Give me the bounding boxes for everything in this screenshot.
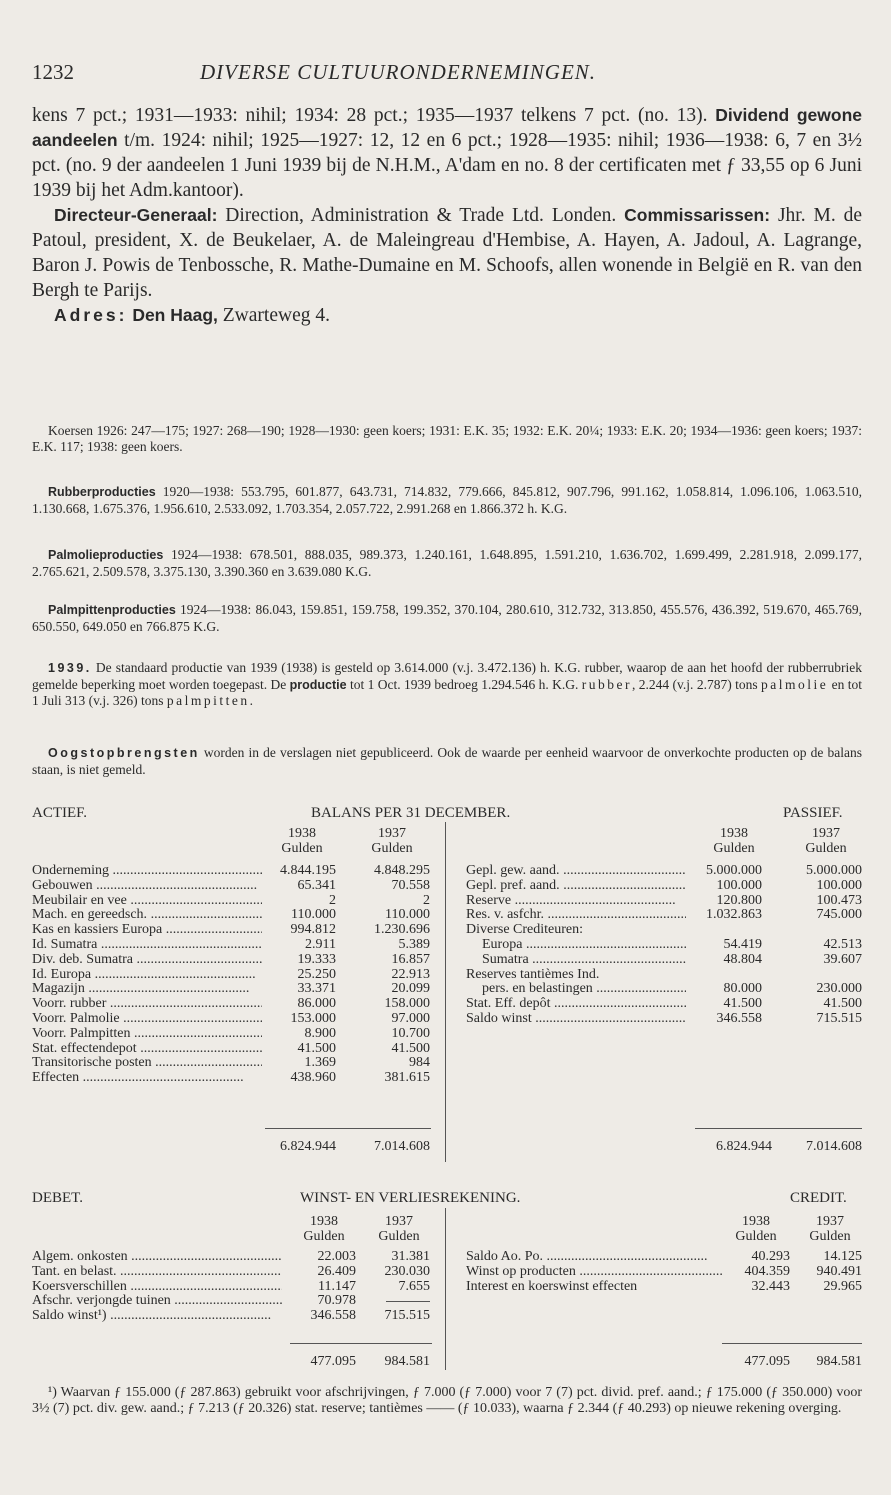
passief-row-value-1938: 1.032.863	[706, 907, 762, 923]
year-label: 1938	[742, 1214, 770, 1229]
total-value: 477.095	[744, 1354, 790, 1369]
pl-left-heading-1937	[366, 1215, 432, 1245]
palmoil-text: 1924—1938: 678.501, 888.035, 989.373, 1.240.161, 1.648.895, 1.591.210, 1.636.702, 1.699.499, 2.281.918, 2.099.177, 2.765.621, 2.509.578, 3.375.130, 3.390.360 en 3.639.080 K.G.	[32, 547, 862, 579]
passief-labels	[466, 864, 686, 1027]
credit-row-value-1938: 32.443	[751, 1278, 790, 1294]
director-text: Direction, Administration & Trade Ltd. Londen.	[217, 205, 625, 226]
actief-row-value-1938: 8.900	[304, 1025, 336, 1041]
passief-row-label: Reserves tantièmes Ind.	[466, 967, 600, 982]
debet-row-value-1937	[360, 1294, 430, 1309]
debet-row-label: Tant. en belast. .....	[32, 1265, 282, 1280]
debet-1938-values	[282, 1250, 356, 1324]
palmoil-label: Palmolieproducties	[48, 548, 164, 562]
production-text-5: .	[249, 693, 253, 708]
passief-row-label: Gepl. pref. aand. .....	[466, 879, 686, 894]
actief-row-label: Effecten .....	[32, 1071, 262, 1086]
debet-row-label: Koersverschillen .....	[32, 1280, 282, 1295]
debet-title: DEBET.	[32, 1190, 83, 1206]
debet-row-value-1937: 230.030	[384, 1263, 430, 1279]
passief-total-1938	[682, 1140, 772, 1155]
total-value: 984.581	[816, 1354, 862, 1369]
passief-1937-values	[770, 864, 862, 1027]
debet-1937-values	[360, 1250, 430, 1324]
palmkernel-text: 1924—1938: 86.043, 159.851, 159.758, 199.352, 370.104, 280.610, 312.732, 313.850, 455.576, 436.392, 519.670, 465.769, 650.550, 649.050 en 766.875 K.G.	[32, 602, 862, 634]
actief-labels	[32, 864, 262, 1086]
passief-row-label: Saldo winst .....	[466, 1012, 686, 1027]
actief-1938-values	[262, 864, 336, 1086]
passief-total-rule	[695, 1128, 862, 1129]
passief-row-label: Europa .....	[466, 938, 686, 953]
credit-total-rule	[722, 1343, 862, 1344]
actief-row-value-1937: 97.000	[391, 1010, 430, 1026]
year-1939-label: 1939.	[48, 661, 92, 675]
rubber-label: Rubberproducties	[48, 485, 156, 499]
unit-label: Gulden	[713, 840, 755, 856]
palmkernel-label: Palmpittenproducties	[48, 603, 176, 617]
debet-row-value-1937: 7.655	[398, 1278, 430, 1294]
page-number: 1232	[32, 60, 74, 84]
year-label: 1938	[288, 826, 316, 841]
debet-total-1938	[282, 1355, 356, 1370]
credit-row-label: Interest en koerswinst effecten	[466, 1279, 638, 1294]
actief-row-value-1938: 110.000	[291, 907, 336, 923]
passief-row-label: Diverse Crediteuren:	[466, 923, 584, 938]
passief-row-label: pers. en belastingen .....	[466, 982, 686, 997]
year-label: 1938	[310, 1214, 338, 1229]
debet-row-label: Saldo winst¹) .....	[32, 1309, 282, 1324]
harvest-label: Oogstopbrengsten	[48, 746, 200, 760]
management-paragraph	[32, 203, 862, 303]
passief-row-value-1937: 5.000.000	[806, 863, 862, 878]
passief-row-label: Stat. Eff. depôt .....	[466, 997, 686, 1012]
debet-row-value-1938: 26.409	[317, 1263, 356, 1279]
dividend-paragraph	[32, 103, 862, 203]
actief-row-label: Div. deb. Sumatra .....	[32, 953, 262, 968]
total-value: 7.014.608	[374, 1139, 430, 1154]
debet-labels	[32, 1250, 282, 1324]
passief-row-value-1938: 80.000	[723, 981, 762, 997]
unit-label: Gulden	[735, 1228, 777, 1244]
debet-row-value-1937: 31.381	[391, 1249, 430, 1264]
actief-row-label: Voorr. Palmolie .....	[32, 1012, 262, 1027]
palmkernel-word: palmpitten	[166, 693, 250, 708]
actief-1937-values	[340, 864, 430, 1086]
pl-right-heading-1937	[798, 1215, 862, 1245]
credit-row-label: Winst op producten .....	[466, 1265, 722, 1280]
passief-row-value-1937: 100.473	[816, 892, 862, 908]
debet-row-value-1938: 11.147	[318, 1278, 356, 1294]
balance-left-heading-1938	[268, 827, 336, 857]
debet-row-value-1938: 346.558	[310, 1308, 356, 1324]
footnote-text: ¹) Waarvan ƒ 155.000 (ƒ 287.863) gebruikt voor afschrijvingen, ƒ 7.000 (ƒ 7.000) voor 7 (7) pct. divid. pref. aand.; ƒ 175.000 (ƒ 350.000) voor 3½ (7) pct. div. gew. aand.; ƒ 7.213 (ƒ 20.326) stat. reserve; tantièmes —— (ƒ 10.033), waarna ƒ 2.344 (ƒ 40.293) op nieuwe rekening overging.	[32, 1385, 862, 1416]
rubber-section	[32, 484, 862, 516]
year-label: 1938	[720, 826, 748, 841]
credit-row-label: Saldo Ao. Po. .....	[466, 1250, 722, 1265]
passief-row-value-1937	[770, 923, 862, 938]
actief-row-value-1938: 2.911	[305, 936, 336, 952]
actief-row-value-1937: 10.700	[391, 1025, 430, 1041]
actief-row-value-1937: 41.500	[391, 1040, 430, 1056]
credit-row-value-1938: 404.359	[744, 1263, 790, 1279]
passief-row-value-1937: 41.500	[823, 996, 862, 1012]
credit-row-value-1938: 40.293	[751, 1249, 790, 1264]
passief-row-value-1938	[682, 968, 762, 983]
unit-label: Gulden	[281, 840, 323, 856]
passief-row-value-1937: 42.513	[823, 936, 862, 952]
actief-row-value-1938: 2	[329, 892, 336, 908]
page-header	[32, 60, 859, 88]
debet-row-value-1938: 22.003	[317, 1249, 356, 1264]
main-text	[32, 103, 862, 328]
unit-label: Gulden	[805, 840, 847, 856]
quotes-section	[32, 423, 862, 454]
passief-row-label: Res. v. asfchr. .....	[466, 908, 686, 923]
actief-row-value-1938: 86.000	[297, 996, 336, 1012]
credit-1937-values	[796, 1250, 862, 1294]
actief-row-label: Voorr. rubber .....	[32, 997, 262, 1012]
actief-row-value-1937: 158.000	[384, 996, 430, 1012]
rubber-text: 1920—1938: 553.795, 601.877, 643.731, 714.832, 779.666, 845.812, 907.796, 991.162, 1.058.814, 1.096.106, 1.063.510, 1.130.668, 1.675.376, 1.956.610, 2.533.092, 1.703.354, 2.057.722, 2.991.268 en 1.866.372 h. K.G.	[32, 484, 862, 516]
unit-label: Gulden	[303, 1228, 345, 1244]
passief-row-value-1938: 5.000.000	[706, 863, 762, 878]
actief-row-label: Onderneming .....	[32, 864, 262, 879]
actief-row-value-1937: 381.615	[384, 1070, 430, 1086]
credit-row-value-1937: 29.965	[823, 1278, 862, 1294]
balance-divider	[445, 822, 446, 1162]
palmoil-word: palmolie	[760, 676, 829, 692]
rubber-word: rubber	[581, 676, 633, 692]
dividend-text: t/m. 1924: nihil; 1925—1927: 12, 12 en 6 pct.; 1928—1935: nihil; 1936—1938: 6, 7 en 3½ pct. (no. 9 der aandeelen 1 Juni 1939 bij de N.H.M., A'dam en no. 8 der certificaten met ƒ 33,55 op 6 Juni 1939 bij het Adm.kantoor).	[32, 130, 862, 201]
balance-right-heading-1938	[700, 827, 768, 857]
actief-row-value-1938: 438.960	[290, 1070, 336, 1086]
production-1939-section	[32, 660, 862, 709]
palmoil-section	[32, 547, 862, 579]
credit-title: CREDIT.	[790, 1190, 847, 1206]
passief-row-value-1937: 745.000	[816, 907, 862, 923]
unit-label: Gulden	[371, 840, 413, 856]
actief-row-value-1938: 994.812	[290, 922, 336, 938]
credit-1938-values	[716, 1250, 790, 1294]
actief-row-label: Mach. en gereedsch. .....	[32, 908, 262, 923]
passief-row-label: Gepl. gew. aand. .....	[466, 864, 686, 879]
actief-row-value-1937: 984	[409, 1055, 430, 1071]
actief-row-value-1937: 110.000	[385, 907, 430, 923]
actief-row-label: Id. Sumatra .....	[32, 938, 262, 953]
passief-total-1937	[770, 1140, 862, 1155]
actief-row-value-1937: 5.389	[398, 936, 430, 952]
debet-total-rule	[290, 1343, 432, 1344]
production-text-2: tot 1 Oct. 1939 bedroeg 1.294.546 h. K.G.	[346, 676, 582, 692]
actief-row-label: Id. Europa .....	[32, 968, 262, 983]
passief-row-label: Sumatra .....	[466, 953, 686, 968]
unit-label: Gulden	[809, 1228, 851, 1244]
total-value: 6.824.944	[716, 1139, 772, 1154]
address-paragraph	[32, 303, 862, 328]
passief-row-value-1937: 715.515	[816, 1010, 862, 1026]
passief-row-value-1937: 230.000	[816, 981, 862, 997]
harvest-section	[32, 745, 862, 777]
address-city: Den Haag,	[132, 305, 218, 325]
debet-row-value-1938: 70.978	[317, 1293, 356, 1309]
balance-left-heading-1937	[352, 827, 432, 857]
passief-row-value-1938: 100.000	[716, 877, 762, 893]
pl-left-heading-1938	[290, 1215, 358, 1245]
passief-row-value-1938: 41.500	[723, 996, 762, 1012]
commissioners-heading: Commissarissen:	[624, 205, 771, 225]
actief-row-label: Kas en kassiers Europa .....	[32, 923, 262, 938]
production-text-4: en tot 1 Juli 313 (v.j. 326) tons	[32, 676, 862, 708]
footnote	[32, 1385, 862, 1417]
total-value: 6.824.944	[280, 1139, 336, 1154]
actief-row-value-1937: 1.230.696	[374, 922, 430, 938]
year-label: 1937	[812, 826, 840, 841]
address-street: Zwarteweg 4.	[217, 305, 330, 326]
palmkernel-section	[32, 602, 862, 634]
actief-total-1938	[262, 1140, 336, 1155]
production-text-3: , 2.244 (v.j. 2.787) tons	[632, 676, 761, 692]
actief-row-value-1937: 4.848.295	[374, 863, 430, 878]
passief-row-value-1938: 120.800	[716, 892, 762, 908]
year-label: 1937	[378, 826, 406, 841]
total-value: 477.095	[310, 1354, 356, 1369]
pl-right-heading-1938	[722, 1215, 790, 1245]
passief-title: PASSIEF.	[783, 805, 843, 821]
passief-row-label: Reserve .....	[466, 894, 686, 909]
actief-row-value-1938: 33.371	[297, 981, 336, 997]
actief-title: ACTIEF.	[32, 805, 88, 821]
actief-row-value-1938: 25.250	[297, 966, 336, 982]
year-label: 1937	[816, 1214, 844, 1229]
actief-row-value-1938: 41.500	[297, 1040, 336, 1056]
actief-row-value-1938: 153.000	[290, 1010, 336, 1026]
balance-title: BALANS PER 31 DECEMBER.	[311, 805, 511, 821]
dividend-heading: Dividend gewone aandeelen	[32, 105, 863, 150]
debet-total-1937	[360, 1355, 430, 1370]
actief-row-label: Meubilair en vee .....	[32, 894, 262, 909]
actief-total-rule	[265, 1128, 431, 1129]
passief-row-value-1937: 100.000	[816, 877, 862, 893]
debet-row-label: Algem. onkosten .....	[32, 1250, 282, 1265]
actief-row-value-1937: 16.857	[391, 951, 430, 967]
actief-row-value-1938: 65.341	[297, 877, 336, 893]
total-value: 984.581	[384, 1354, 430, 1369]
pl-divider	[445, 1208, 446, 1370]
actief-total-1937	[340, 1140, 430, 1155]
quotes-text: Koersen 1926: 247—175; 1927: 268—190; 1928—1930: geen koers; 1931: E.K. 35; 1932: E.K. 20¼; 1933: E.K. 20; 1934—1936: geen koers; 1937: E.K. 117; 1938: geen koers.	[32, 423, 862, 454]
commissioners-text: Jhr. M. de Patoul, president, X. de Beukelaer, A. de Maleingreau d'Hembise, A. Hayen, A. Jadoul, A. Lagrange, Baron J. Powis de Tenbossche, R. Mathe-Dumaine en M. Schoofs, allen wonende in België en R. van den Bergh te Parijs.	[32, 205, 862, 301]
production-text-1: De standaard productie van 1939 (1938) is gesteld op 3.614.000 (v.j. 3.472.136) h. K.G. rubber, waarop de aan het hoofd der rubberrubriek gemelde beperking moet worden toegepast. De	[32, 660, 862, 692]
actief-row-label: Gebouwen .....	[32, 879, 262, 894]
debet-row-value-1937: 715.515	[384, 1308, 430, 1324]
actief-row-value-1937: 70.558	[391, 877, 430, 893]
debet-row-label: Afschr. verjongde tuinen .....	[32, 1294, 282, 1309]
passief-1938-values	[682, 864, 762, 1027]
credit-labels	[466, 1250, 722, 1294]
passief-row-value-1937	[770, 968, 862, 983]
actief-row-value-1937: 22.913	[391, 966, 430, 982]
actief-row-value-1938: 19.333	[297, 951, 336, 967]
pl-title: WINST- EN VERLIESREKENING.	[300, 1190, 521, 1206]
production-label: productie	[289, 677, 347, 692]
actief-row-label: Magazijn .....	[32, 982, 262, 997]
balance-right-heading-1937	[790, 827, 862, 857]
director-heading: Directeur-Generaal:	[54, 205, 218, 225]
total-value: 7.014.608	[806, 1139, 862, 1154]
dividend-pref-text: kens 7 pct.; 1931—1933: nihil; 1934: 28 pct.; 1935—1937 telkens 7 pct. (no. 13).	[32, 105, 708, 126]
passief-row-value-1938	[682, 923, 762, 938]
actief-row-label: Transitorische posten .....	[32, 1056, 262, 1071]
credit-total-1938	[716, 1355, 790, 1370]
running-title: DIVERSE CULTUURONDERNEMINGEN.	[200, 60, 597, 84]
credit-row-value-1937: 940.491	[816, 1263, 862, 1279]
unit-label: Gulden	[378, 1228, 420, 1244]
credit-total-1937	[796, 1355, 862, 1370]
actief-row-value-1938: 4.844.195	[280, 863, 336, 878]
passief-row-value-1938: 54.419	[723, 936, 762, 952]
harvest-text: worden in de verslagen niet gepubliceerd. Ook de waarde per eenheid waarvoor de onverkochte producten op de balans staan, is niet gemeld.	[32, 745, 862, 777]
year-label: 1937	[385, 1214, 413, 1229]
actief-row-value-1938: 1.369	[304, 1055, 336, 1071]
address-label: Adres:	[54, 305, 128, 325]
actief-row-label: Stat. effectendepot .....	[32, 1042, 262, 1057]
actief-row-value-1937: 20.099	[391, 981, 430, 997]
actief-row-value-1937: 2	[423, 892, 430, 908]
passief-row-value-1938: 48.804	[723, 951, 762, 967]
passief-row-value-1937: 39.607	[823, 951, 862, 967]
passief-row-value-1938: 346.558	[716, 1010, 762, 1026]
credit-row-value-1937: 14.125	[823, 1249, 862, 1264]
actief-row-label: Voorr. Palmpitten .....	[32, 1027, 262, 1042]
